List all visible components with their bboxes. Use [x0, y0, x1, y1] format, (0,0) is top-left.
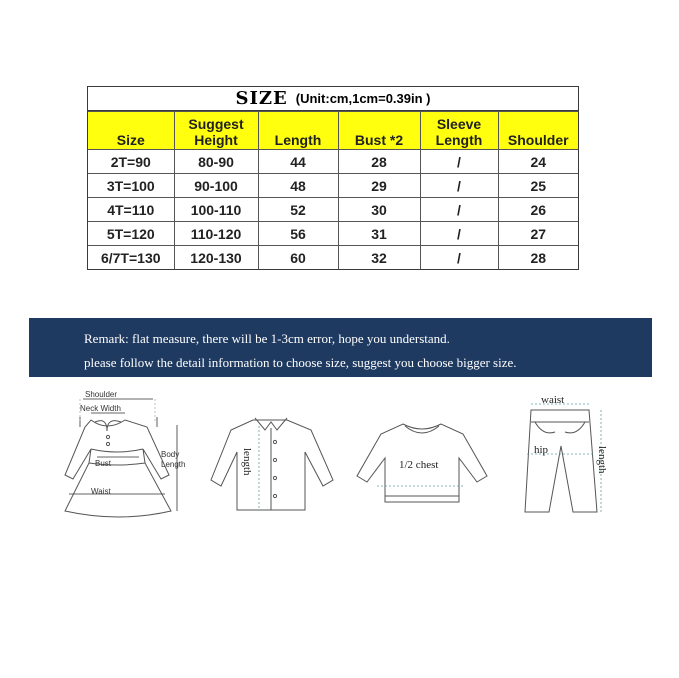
size-table-title [88, 87, 578, 111]
table-cell: 28 [338, 150, 420, 174]
table-cell: 5T=120 [88, 222, 174, 246]
label-waist: Waist [91, 487, 111, 496]
dress-diagram [35, 387, 195, 522]
table-row [88, 246, 578, 270]
table-row [88, 222, 578, 246]
table-cell: / [420, 198, 498, 222]
table-cell: 48 [258, 174, 338, 198]
table-cell: 44 [258, 150, 338, 174]
table-cell: 90-100 [174, 174, 258, 198]
label-length: Length [161, 460, 186, 469]
size-title: SIZE [235, 88, 288, 109]
table-cell: 26 [498, 198, 578, 222]
table-cell: / [420, 246, 498, 270]
table-cell: 31 [338, 222, 420, 246]
table-row [88, 150, 578, 174]
table-cell: 120-130 [174, 246, 258, 270]
remark-banner [29, 318, 652, 377]
table-cell: / [420, 150, 498, 174]
header-length: Length [258, 112, 338, 150]
header-shoulder: Shoulder [498, 112, 578, 150]
table-cell: / [420, 222, 498, 246]
label-shoulder: Shoulder [85, 390, 118, 399]
header-row [88, 112, 578, 150]
sweater-diagram [355, 418, 490, 508]
remark-line-1: Remark: flat measure, there will be 1-3cm error, hope you understand. [84, 331, 450, 346]
pants-diagram [515, 392, 625, 517]
size-unit: (Unit:cm,1cm=0.39in ) [295, 91, 431, 106]
table-row [88, 198, 578, 222]
table-cell: 32 [338, 246, 420, 270]
table-cell: 60 [258, 246, 338, 270]
size-grid [88, 111, 578, 269]
table-row [88, 174, 578, 198]
label-pants-length: length [596, 446, 608, 474]
header-size: Size [88, 112, 174, 150]
table-cell: 100-110 [174, 198, 258, 222]
table-cell: 25 [498, 174, 578, 198]
label-neck-width: Neck Width [80, 404, 121, 413]
label-body: Body [161, 450, 180, 459]
header-height: Suggest Height [174, 112, 258, 150]
shirt-outline-icon [205, 412, 340, 512]
label-hip: hip [534, 444, 549, 456]
label-waist-pants: waist [541, 394, 565, 406]
pants-outline-icon [515, 392, 625, 517]
header-bust: Bust *2 [338, 112, 420, 150]
table-cell: 2T=90 [88, 150, 174, 174]
table-cell: 52 [258, 198, 338, 222]
remark-line-2: please follow the detail information to choose size, suggest you choose bigger size. [84, 355, 517, 370]
label-half-chest: 1/2 chest [399, 459, 439, 471]
size-table [87, 86, 579, 270]
table-cell: 4T=110 [88, 198, 174, 222]
table-cell: 6/7T=130 [88, 246, 174, 270]
table-cell: 27 [498, 222, 578, 246]
shirt-diagram [205, 412, 340, 512]
header-sleeve: Sleeve Length [420, 112, 498, 150]
table-cell: 3T=100 [88, 174, 174, 198]
table-cell: 80-90 [174, 150, 258, 174]
label-shirt-length: length [241, 448, 253, 476]
table-cell: 28 [498, 246, 578, 270]
table-cell: 29 [338, 174, 420, 198]
table-cell: 24 [498, 150, 578, 174]
table-cell: / [420, 174, 498, 198]
table-cell: 30 [338, 198, 420, 222]
table-cell: 56 [258, 222, 338, 246]
table-cell: 110-120 [174, 222, 258, 246]
label-bust: Bust [95, 459, 112, 468]
